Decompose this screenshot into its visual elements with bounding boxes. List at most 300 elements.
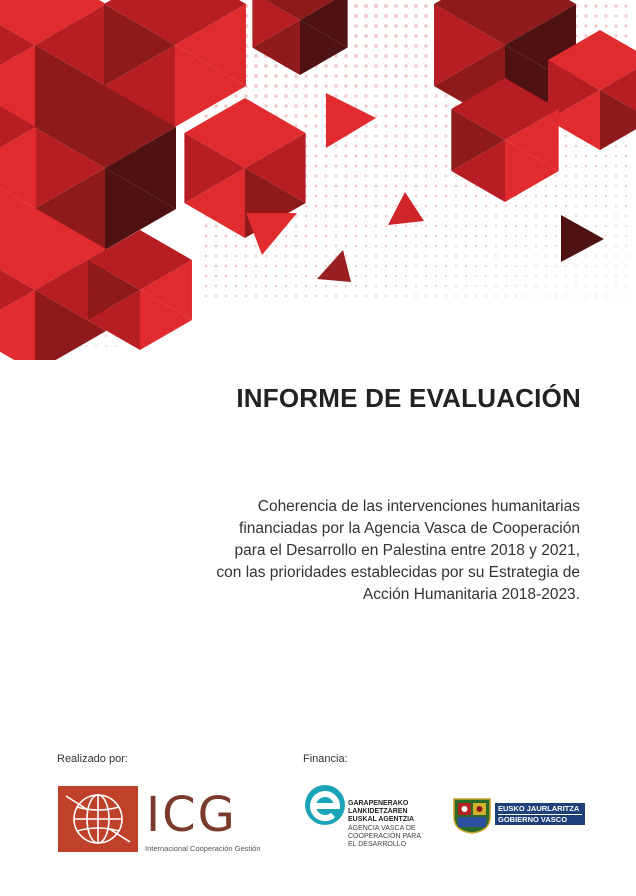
decor-dot <box>525 195 527 197</box>
decor-dot <box>445 145 448 148</box>
decor-dot <box>374 34 378 38</box>
decor-dot <box>614 14 617 17</box>
decor-dot <box>575 175 577 177</box>
decor-dot <box>364 34 368 38</box>
decor-dot <box>555 205 557 207</box>
decor-dot <box>354 34 358 38</box>
decor-dot <box>315 295 317 297</box>
decor-dot <box>345 205 348 208</box>
decor-dot <box>215 255 218 258</box>
decor-dot <box>375 275 377 277</box>
decor-dot <box>425 195 428 198</box>
decor-dot <box>375 185 378 188</box>
decor-dot <box>505 205 507 207</box>
decor-dot <box>434 104 437 107</box>
decor-dot <box>314 74 318 78</box>
decor-dot <box>385 175 388 178</box>
decor-dot <box>385 265 387 267</box>
decor-dot <box>445 115 448 118</box>
decor-dot <box>305 275 307 277</box>
decor-dot <box>345 295 347 297</box>
decor-dot <box>235 275 237 277</box>
decor-dot <box>545 205 547 207</box>
decor-dot <box>235 255 238 258</box>
decor-dot <box>215 275 218 278</box>
decor-dot <box>425 235 427 237</box>
decor-dot <box>595 295 596 296</box>
decor-dot <box>355 235 357 237</box>
decor-dot <box>384 114 387 117</box>
decor-dot <box>315 195 318 198</box>
decor-dot <box>425 185 428 188</box>
decor-dot <box>414 84 417 87</box>
decor-dot <box>555 255 557 257</box>
decor-dot <box>445 135 448 138</box>
decor-dot <box>405 135 408 138</box>
decor-dot <box>435 145 438 148</box>
decor-dot <box>414 4 418 8</box>
gobierno-vasco-label <box>495 803 585 825</box>
decor-dot <box>585 285 587 287</box>
decor-dot <box>535 205 537 207</box>
decor-dot <box>395 235 397 237</box>
decor-dot <box>414 54 417 57</box>
decor-dot <box>414 64 417 67</box>
decor-dot <box>275 285 277 287</box>
decor-dot <box>355 285 357 287</box>
decor-dot <box>585 275 587 277</box>
decor-dot <box>605 265 607 267</box>
decor-dot <box>435 215 437 217</box>
decor-dot <box>485 195 487 197</box>
decor-dot <box>364 44 368 48</box>
decor-dot <box>375 205 378 208</box>
decor-dot <box>354 94 357 97</box>
decor-dot <box>374 84 377 87</box>
decor-dot <box>304 124 307 127</box>
decor-dot <box>615 155 617 157</box>
gobierno-vasco-shield-icon <box>452 795 492 835</box>
elkarlan-line: COOPERACIÓN PARA <box>348 833 421 840</box>
decor-dot <box>535 195 537 197</box>
decor-dot <box>385 285 387 287</box>
decor-dot <box>445 265 447 267</box>
decor-dot <box>405 265 407 267</box>
decor-dot <box>354 64 358 68</box>
decor-dot <box>405 245 407 247</box>
decor-dot <box>345 195 348 198</box>
decor-dot <box>445 235 447 237</box>
decor-dot <box>364 104 367 107</box>
decor-dot <box>404 114 407 117</box>
decor-dot <box>555 245 557 247</box>
decor-dot <box>565 275 567 277</box>
decor-dot <box>565 265 567 267</box>
decor-dot <box>254 94 258 98</box>
decor-dot <box>525 235 527 237</box>
decor-dot <box>414 74 417 77</box>
decor-dot <box>555 175 557 177</box>
decor-dot <box>274 64 278 68</box>
decor-dot <box>384 104 387 107</box>
decor-dot <box>455 225 457 227</box>
decor-dot <box>365 145 368 148</box>
decor-dot <box>595 215 597 217</box>
decor-dot <box>305 235 308 238</box>
decor-dot <box>274 74 278 78</box>
decor-dot <box>615 175 617 177</box>
decor-dot <box>515 225 517 227</box>
decor-dot <box>315 275 317 277</box>
decor-dot <box>385 215 388 218</box>
decor-dot <box>245 275 247 277</box>
decor-dot <box>384 64 388 68</box>
decor-dot <box>625 195 627 197</box>
decor-dot <box>604 4 607 7</box>
decor-dot <box>255 275 257 277</box>
decor-dot <box>495 295 497 297</box>
decor-dot <box>575 195 577 197</box>
decor-dot <box>294 104 297 107</box>
decor-dot <box>545 235 547 237</box>
decor-dot <box>395 285 397 287</box>
decor-dot <box>595 195 597 197</box>
decor-dot <box>424 54 427 57</box>
decor-dot <box>424 24 428 28</box>
decor-dot <box>565 285 567 287</box>
decor-dot <box>565 295 567 297</box>
decor-dot <box>364 4 368 8</box>
decor-dot <box>525 285 527 287</box>
decor-dot <box>404 4 408 8</box>
decor-dot <box>505 295 507 297</box>
decor-dot <box>415 165 418 168</box>
decor-dot <box>615 165 617 167</box>
decor-dot <box>584 34 587 37</box>
decor-dot <box>555 275 557 277</box>
decor-dot <box>594 4 597 7</box>
decor-dot <box>275 275 277 277</box>
decor-dot <box>565 195 567 197</box>
decor-dot <box>264 64 268 68</box>
decor-dot <box>225 265 228 268</box>
decor-dot <box>275 265 277 267</box>
decor-dot <box>414 124 417 127</box>
decor-dot <box>624 24 627 27</box>
decor-dot <box>364 54 368 58</box>
decor-dot <box>475 275 477 277</box>
decor-dot <box>285 255 287 257</box>
decor-dot <box>625 175 627 177</box>
decor-dot <box>315 185 318 188</box>
decor-dot <box>374 14 378 18</box>
decor-dot <box>565 205 567 207</box>
decor-dot <box>625 265 627 267</box>
decor-dot <box>535 245 537 247</box>
decor-dot <box>335 255 337 257</box>
decor-dot <box>425 205 427 207</box>
decor-dot <box>365 275 367 277</box>
decor-dot <box>465 195 467 197</box>
decor-dot <box>345 225 348 228</box>
decor-dot <box>404 44 408 48</box>
decor-dot <box>445 285 447 287</box>
decor-dot <box>445 255 447 257</box>
decor-dot <box>385 255 387 257</box>
report-subtitle <box>140 496 580 606</box>
decor-dot <box>595 225 597 227</box>
decor-dot <box>495 285 497 287</box>
decor-dot <box>624 14 627 17</box>
decor-dot <box>425 275 427 277</box>
decor-dot <box>394 14 398 18</box>
decor-dot <box>355 215 358 218</box>
decor-dot <box>315 205 318 208</box>
decor-dot <box>465 255 467 257</box>
decor-dot <box>405 175 408 178</box>
decor-dot <box>354 54 358 58</box>
decor-dot <box>545 295 547 297</box>
decor-dot <box>615 215 617 217</box>
decor-dot <box>505 225 507 227</box>
decor-dot <box>314 94 317 97</box>
decor-dot <box>485 295 487 297</box>
elkarlan-line: EL DESARROLLO <box>348 841 407 848</box>
decor-dot <box>325 285 327 287</box>
decor-dot <box>455 195 457 197</box>
subtitle-line: Coherencia de las intervenciones humanitarias <box>257 498 580 515</box>
decor-dot <box>304 114 307 117</box>
decor-dot <box>205 285 207 287</box>
decor-dot <box>395 295 397 297</box>
decor-dot <box>415 295 417 297</box>
decor-dot <box>245 285 247 287</box>
decor-dot <box>385 195 388 198</box>
decor-dot <box>475 215 477 217</box>
decor-dot <box>374 134 377 137</box>
decor-dot <box>465 245 467 247</box>
elkarlan-line: AGENCIA VASCA DE <box>348 825 416 832</box>
decor-dot <box>515 215 517 217</box>
decor-dot <box>585 225 587 227</box>
financia-label: Financia: <box>303 753 348 765</box>
decor-dot <box>595 165 597 167</box>
decor-dot <box>394 44 398 48</box>
triangle-decoration <box>317 250 351 282</box>
decor-dot <box>445 195 447 197</box>
decor-dot <box>205 235 208 238</box>
decor-dot <box>374 44 378 48</box>
decor-dot <box>364 94 367 97</box>
agencia-vasca-e-icon <box>304 784 346 826</box>
decor-dot <box>215 265 218 268</box>
decor-dot <box>424 34 428 38</box>
decor-dot <box>545 215 547 217</box>
decor-dot <box>595 245 597 247</box>
decor-dot <box>295 295 297 297</box>
decor-dot <box>395 205 398 208</box>
decor-dot <box>445 245 447 247</box>
decor-dot <box>275 245 278 248</box>
subtitle-line: financiadas por la Agencia Vasca de Cooperación <box>239 520 580 537</box>
decor-dot <box>465 275 467 277</box>
decor-dot <box>395 255 397 257</box>
decor-dot <box>415 135 418 138</box>
decor-dot <box>345 285 347 287</box>
decor-dot <box>355 155 358 158</box>
decor-dot <box>555 185 557 187</box>
decor-dot <box>394 124 397 127</box>
decor-dot <box>295 265 297 267</box>
decor-dot <box>385 165 388 168</box>
decor-dot <box>625 225 627 227</box>
decor-dot <box>355 175 358 178</box>
decor-dot <box>425 225 427 227</box>
decor-dot <box>404 54 408 58</box>
decor-dot <box>525 215 527 217</box>
decor-dot <box>585 265 587 267</box>
decor-dot <box>295 275 297 277</box>
decor-dot <box>465 225 467 227</box>
decor-dot <box>475 245 477 247</box>
decor-dot <box>294 94 298 98</box>
decor-dot <box>284 114 287 117</box>
decor-dot <box>365 265 367 267</box>
decor-dot <box>255 265 257 267</box>
decor-dot <box>285 245 288 248</box>
decor-dot <box>264 74 268 78</box>
decor-dot <box>434 94 437 97</box>
decor-dot <box>444 104 447 107</box>
decor-dot <box>385 145 388 148</box>
decor-dot <box>575 275 577 277</box>
decor-dot <box>424 114 427 117</box>
decor-dot <box>335 245 337 247</box>
decor-dot <box>244 94 248 98</box>
decor-dot <box>435 285 437 287</box>
decor-dot <box>425 255 427 257</box>
decor-dot <box>225 275 228 278</box>
decor-dot <box>495 235 497 237</box>
elkarlan-light-text <box>348 825 421 849</box>
decor-dot <box>455 285 457 287</box>
decor-dot <box>314 154 317 157</box>
decor-dot <box>344 144 347 147</box>
decor-dot <box>415 285 417 287</box>
decor-dot <box>455 185 458 188</box>
decor-dot <box>304 84 308 88</box>
decor-dot <box>435 295 437 297</box>
decor-dot <box>495 265 497 267</box>
decor-dot <box>595 275 597 277</box>
decor-dot <box>565 215 567 217</box>
decor-dot <box>314 124 317 127</box>
decor-dot <box>545 275 547 277</box>
decor-dot <box>385 225 387 227</box>
decor-dot <box>355 295 357 297</box>
decor-dot <box>375 285 377 287</box>
decor-dot <box>525 275 527 277</box>
decor-dot <box>304 74 308 78</box>
decor-dot <box>525 255 527 257</box>
decor-dot <box>605 235 607 237</box>
triangle-decoration <box>388 192 424 225</box>
decor-dot <box>265 295 267 297</box>
decor-dot <box>245 255 248 258</box>
decor-dot <box>255 295 257 297</box>
decor-dot <box>485 285 487 287</box>
decor-dot <box>545 245 547 247</box>
decor-dot <box>625 285 626 286</box>
decor-dot <box>115 345 117 347</box>
decor-dot <box>325 175 328 178</box>
decor-dot <box>385 245 387 247</box>
decor-dot <box>335 175 338 178</box>
decor-dot <box>535 275 537 277</box>
decor-dot <box>415 145 418 148</box>
gobierno-line: EUSKO JAURLARITZA <box>498 804 580 813</box>
decor-dot <box>374 74 377 77</box>
decor-dot <box>515 275 517 277</box>
decor-dot <box>394 104 397 107</box>
decor-dot <box>445 215 447 217</box>
decor-dot <box>344 74 348 78</box>
decor-dot <box>575 255 577 257</box>
decor-dot <box>414 104 417 107</box>
decor-dot <box>285 265 287 267</box>
decor-dot <box>334 94 337 97</box>
decor-dot <box>535 215 537 217</box>
decor-dot <box>515 285 517 287</box>
decor-dot <box>404 94 407 97</box>
decor-dot <box>455 265 457 267</box>
decor-dot <box>395 245 397 247</box>
decor-dot <box>384 74 387 77</box>
decor-dot <box>374 114 377 117</box>
icg-logo-caption: Internacional Cooperación Gestión <box>145 844 261 853</box>
decor-dot <box>425 265 427 267</box>
decor-dot <box>364 124 367 127</box>
decor-dot <box>345 215 348 218</box>
decor-dot <box>595 155 597 157</box>
decor-dot <box>325 255 327 257</box>
decor-dot <box>374 104 377 107</box>
decor-dot <box>315 225 318 228</box>
decor-dot <box>405 145 408 148</box>
decor-dot <box>404 24 408 28</box>
decor-dot <box>404 34 408 38</box>
decor-dot <box>305 215 308 218</box>
decor-dot <box>285 235 288 238</box>
decor-dot <box>374 4 378 8</box>
decor-dot <box>315 175 318 178</box>
decor-dot <box>624 4 627 7</box>
decor-dot <box>395 275 397 277</box>
decor-dot <box>225 245 228 248</box>
decor-dot <box>304 104 307 107</box>
decor-dot <box>435 245 437 247</box>
decor-dot <box>314 84 318 88</box>
decor-dot <box>535 255 537 257</box>
gobierno-line: GOBIERNO VASCO <box>498 814 582 825</box>
decor-dot <box>205 275 208 278</box>
cover-hexagon-artwork <box>0 0 636 360</box>
decor-dot <box>105 345 107 347</box>
decor-dot <box>575 205 577 207</box>
decor-dot <box>425 125 428 128</box>
decor-dot <box>384 124 387 127</box>
decor-dot <box>525 295 527 297</box>
